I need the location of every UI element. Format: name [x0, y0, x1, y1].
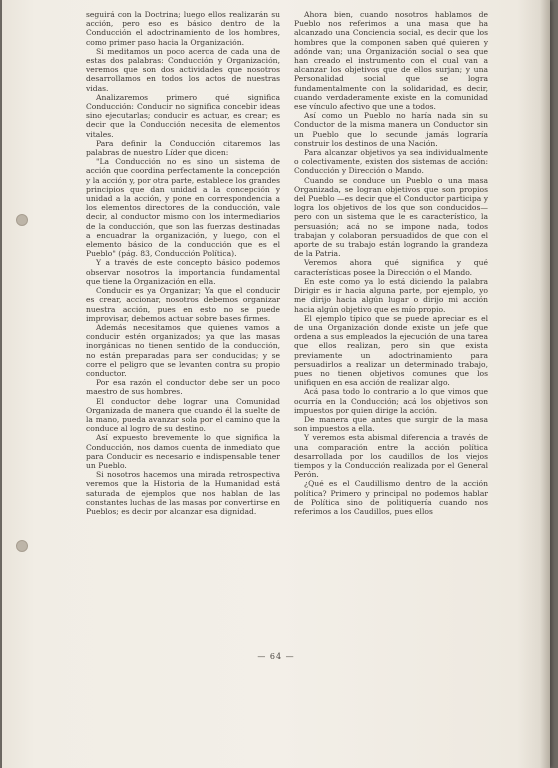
quote-paragraph: "La Conducción no es sino un sistema de acción que coordina perfectamente la concepción y la acción y, por otra parte, establece los grandes principios que dan unidad a la concepción y unidad a la acción, y pone en correspondencia a los elementos directores de la conducción, vale decir, al conductor mismo con los intermediarios de la conducción, que son las fuerzas destinadas a encuadrar la organización, y luego, con el elemento básico de la conducción que es el Pueblo" (pág. 83, Conducción Política).: [86, 157, 280, 259]
paragraph: ¿Qué es el Caudillismo dentro de la acción política? Primero y principal no podemos hablar de Política sino de politiquería cuando nos referimos a los Caudillos, pues ellos: [294, 479, 488, 516]
paragraph: Además necesitamos que quienes vamos a conducir estén organizados; ya que las masas inorgánicas no tienen sentido de la conducción, no están preparadas para ser conducidas; y se corre el peligro que se levanten contra su propio conductor.: [86, 322, 280, 378]
right-column: [294, 10, 488, 516]
paragraph: Si nosotros hacemos una mirada retrospectiva veremos que la Historia de la Humanidad está saturada de ejemplos que nos hablan de las constantes luchas de las masas por convertirse en Pueblos; es decir por alcanzar esa dignidad.: [86, 470, 280, 516]
binding-hole: [16, 540, 28, 552]
paragraph: Cuando se conduce un Pueblo o una masa Organizada, se logran objetivos que son propios del Pueblo —es decir que el Conductor participa y logra los objetivos de los que son conducidos— pero con un sistema que le es característico, la persuasión; acá no se impone nada, todos trabajan y colaboran persuadidos de que con el aporte de su trabajo están logrando la grandeza de la Patria.: [294, 175, 488, 259]
paragraph: Y a través de este concepto básico podemos observar nosotros la importancia fundamental que tiene la Organización en ella.: [86, 258, 280, 286]
paragraph: El conductor debe lograr una Comunidad Organizada de manera que cuando él la suelte de la mano, pueda avanzar sola por el camino que la conduce al logro de su destino.: [86, 396, 280, 434]
paragraph: Por esa razón el conductor debe ser un poco maestro de sus hombres.: [86, 378, 280, 397]
page-number: — 64 —: [257, 652, 295, 661]
paragraph: De manera que antes que surgir de la masa son impuestos a ella.: [294, 414, 488, 434]
binding-hole: [16, 214, 28, 226]
paragraph: Conducir es ya Organizar; Ya que el conducir es crear, accionar, nosotros debemos organizar nuestra acción, pues en esto no se puede improvisar, debemos actuar sobre bases firmes.: [86, 286, 280, 323]
document-page: [2, 0, 550, 768]
paragraph: Acá pasa todo lo contrario a lo que vimos que ocurría en la Conducción; acá los objetivos son impuestos por quien dirige la acción.: [294, 387, 488, 415]
paragraph: Para definir la Conducción citaremos las palabras de nuestro Líder que dicen:: [86, 138, 280, 158]
paragraph: Analizaremos primero qué significa Conducción: Conducir no significa concebir ideas sino ejecutarlas; conducir es actuar, es crear; es decir que la Conducción necesita de elementos vitales.: [86, 92, 280, 139]
paragraph: Veremos ahora qué significa y qué características posee la Dirección o el Mando.: [294, 258, 488, 277]
paragraph: Ahora bien, cuando nosotros hablamos de Pueblo nos referimos a una masa que ha alcanzado una Conciencia social, es decir que los hombres que la componen saben qué quieren y adónde van; una Organización social o sea que han creado el instrumento con el cual van a alcanzar los objetivos que de ellos surjan; y una Personalidad social que se logra fundamentalmente con la solidaridad, es decir, cuando verdaderamente existe en la comunidad ese vínculo afectivo que une a todos.: [294, 10, 488, 112]
paragraph: seguirá con la Doctrina; luego ellos realizarán su acción, pero eso es básico dentro de la Conducción el adoctrinamiento de los hombres, como primer paso hacia la Organización.: [86, 10, 280, 47]
paragraph: Para alcanzar objetivos ya sea individualmente o colectivamente, existen dos sistemas de acción: Conducción y Dirección o Mando.: [294, 148, 488, 176]
left-column: [86, 10, 280, 516]
paragraph: Si meditamos un poco acerca de cada una de estas dos palabras: Conducción y Organización, veremos que son dos actividades que nosotros desarrollamos en todos los actos de nuestras vidas.: [86, 46, 280, 93]
paragraph: Así expuesto brevemente lo que significa la Conducción, nos damos cuenta de inmediato que para Conducir es necesario e indispensable tener un Pueblo.: [86, 433, 280, 470]
paragraph: En este como ya lo está diciendo la palabra Dirigir es ir hacia alguna parte, por ejemplo, yo me dirijo hacia algún lugar o dirijo mi acción hacia algún objetivo que es mío propio.: [294, 276, 488, 314]
paragraph: El ejemplo típico que se puede apreciar es el de una Organización donde existe un jefe que ordena a sus empleados la ejecución de una tarea que ellos realizan, pero sin que exista previamente un adoctrinamiento para persuadirlos a realizar un determinado trabajo, pues no tienen objetivos comunes que los unifiquen en esa acción de realizar algo.: [294, 313, 488, 388]
paragraph: Y veremos esta abismal diferencia a través de una comparación entre la acción política desarrollada por los caudillos de los viejos tiempos y la Conducción realizada por el General Perón.: [294, 433, 488, 480]
paragraph: Así como un Pueblo no haría nada sin su Conductor de la misma manera un Conductor sin un Pueblo que lo secunde jamás lograría construir los destinos de una Nación.: [294, 111, 488, 148]
